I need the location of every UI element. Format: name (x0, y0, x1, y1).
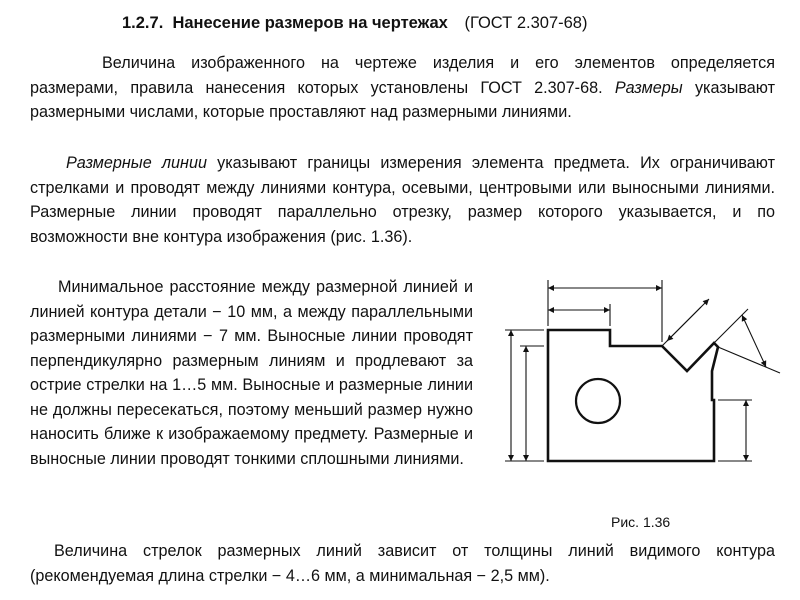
paragraph-text: Минимальное расстояние между размерной линией и линией контура детали − 10 мм, а между параллельными размерными линиями − 7 мм. Выносные линии проводят перпендикулярно размерным линиям и продлевают за острие стрелки на 1…5 мм. Выносные и размерные линии не должны пересекаться, поэтому меньший размер нужно наносить ближе к изображаемому предмету. Размерные и выносные линии проводят тонкими сплошными линиями. (30, 278, 473, 468)
section-standard: (ГОСТ 2.307-68) (464, 14, 588, 32)
paragraph-text: указывают размерными числами, которые проставляют над размерными линиями. (30, 78, 775, 121)
paragraph-text: Величина стрелок размерных линий зависит от толщины линий видимого контура (рекомендуемая длина стрелки − 4…6 мм, а минимальная − 2,5 мм). (30, 542, 775, 585)
figure-caption: Рис. 1.36 (611, 514, 671, 530)
extension-line (714, 309, 748, 343)
section-title: Нанесение размеров на чертежах (172, 14, 448, 32)
part-contour (548, 330, 718, 461)
paragraph-text: Величина изображенного на чертеже изделия и его элементов определяется размерами, правила нанесения которых установлены ГОСТ 2.307-68. (30, 54, 775, 97)
dimension-line-slot-depth (742, 315, 766, 367)
section-heading (122, 14, 587, 33)
paragraph-text: указывают границы измерения элемента предмета. Их ограничивают стрелками и проводят между линиями контура, осевыми, центровыми или выносными линиями. Размерные линии проводят параллельно отрезку, размер которого указывается, и по возможности вне контура изображения (рис. 1.36). (30, 154, 775, 246)
paragraph-dimension-lines (30, 151, 775, 249)
dimension-line-slot-length (667, 299, 709, 341)
paragraph-min-distance (30, 275, 473, 471)
hole-circle (576, 379, 620, 423)
paragraph-dimensions (30, 51, 775, 125)
extension-line (718, 347, 780, 373)
term-dimension-lines: Размерные линии (66, 154, 207, 172)
figure-dimensioning (485, 270, 785, 520)
paragraph-arrow-size (30, 539, 775, 588)
term-dimensions: Размеры (614, 78, 683, 97)
section-number: 1.2.7. (122, 14, 164, 32)
drawing-dimensioned-part (485, 270, 785, 515)
